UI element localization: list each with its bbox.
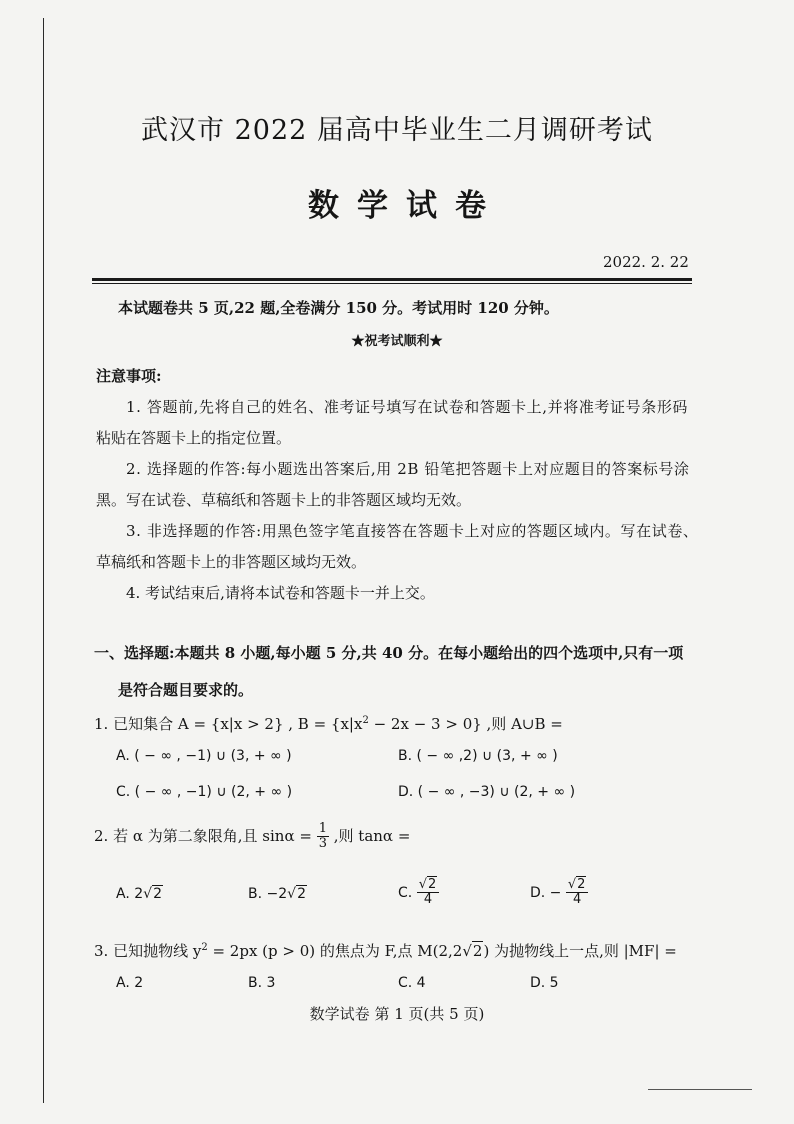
note-line: 黑。写在试卷、草稿纸和答题卡上的非答题区域均无效。: [96, 491, 472, 509]
header-rule-thick: [92, 278, 692, 281]
good-luck-banner: ★祝考试顺利★: [351, 334, 443, 349]
note-line: 粘贴在答题卡上的指定位置。: [96, 429, 292, 447]
question-1-option-d: D. ( − ∞ , −3) ∪ (2, + ∞ ): [398, 784, 576, 800]
question-2-option-a: A. 2√2: [116, 886, 162, 902]
question-1-option-c: C. ( − ∞ , −1) ∪ (2, + ∞ ): [116, 784, 293, 800]
question-2-option-c: C. $\frac{√2}{4}$: [398, 878, 439, 908]
question-2-option-b: B. −2√2: [248, 886, 306, 902]
note-line: 4. 考试结束后,请将本试卷和答题卡一并上交。: [126, 584, 435, 602]
question-3-option-c: C. 4: [398, 975, 426, 991]
question-1-stem: 1. 已知集合 A = {x|x > 2} , $B = \{x|x^2 - 2x - 3 > 0\}$ ,则 A∪B =: [94, 715, 563, 733]
question-1-option-a: A. ( − ∞ , −1) ∪ (3, + ∞ ): [116, 748, 292, 764]
notice-heading: 注意事项:: [96, 367, 162, 385]
exam-date: 2022. 2. 22: [603, 253, 689, 271]
subject-title: 数学试卷: [308, 188, 504, 224]
note-line: 1. 答题前,先将自己的姓名、准考证号填写在试卷和答题卡上,并将准考证号条形码: [126, 398, 689, 416]
question-3-option-b: B. 3: [248, 975, 276, 991]
question-1-option-b: B. ( − ∞ ,2) ∪ (3, + ∞ ): [398, 748, 558, 764]
page-footer: 数学试卷 第 1 页(共 5 页): [309, 1005, 485, 1023]
note-line: 草稿纸和答题卡上的非答题区域均无效。: [96, 553, 367, 571]
section-heading-cont: 是符合题目要求的。: [118, 681, 254, 699]
question-2-stem: 2. 若 α 为第二象限角,且 sinα = $\frac{1}{3}$ ,则 tanα =: [94, 821, 411, 852]
header-rule-thin: [92, 283, 692, 284]
exam-title: 武汉市 2022 届高中毕业生二月调研考试: [141, 115, 653, 146]
exam-summary: 本试题卷共 5 页,22 题,全卷满分 150 分。考试用时 120 分钟。: [118, 299, 559, 317]
question-3-option-d: D. 5: [530, 975, 559, 991]
question-3-option-a: A. 2: [116, 975, 144, 991]
note-line: 2. 选择题的作答:每小题选出答案后,用 2B 铅笔把答题卡上对应题目的答案标号涂: [126, 460, 690, 478]
bottom-rule: [648, 1089, 752, 1090]
question-2-option-d: D. − $\frac{√2}{4}$: [530, 878, 588, 908]
section-heading: 一、选择题:本题共 8 小题,每小题 5 分,共 40 分。在每小题给出的四个选项中,只有一项: [94, 644, 684, 662]
note-line: 3. 非选择题的作答:用黑色签字笔直接答在答题卡上对应的答题区域内。写在试卷、: [126, 522, 699, 540]
question-3-stem: 3. 已知抛物线 $y^2 = 2px$ (p > 0) 的焦点为 F,点 M(2,2√2) 为抛物线上一点,则 |MF| =: [94, 942, 677, 960]
